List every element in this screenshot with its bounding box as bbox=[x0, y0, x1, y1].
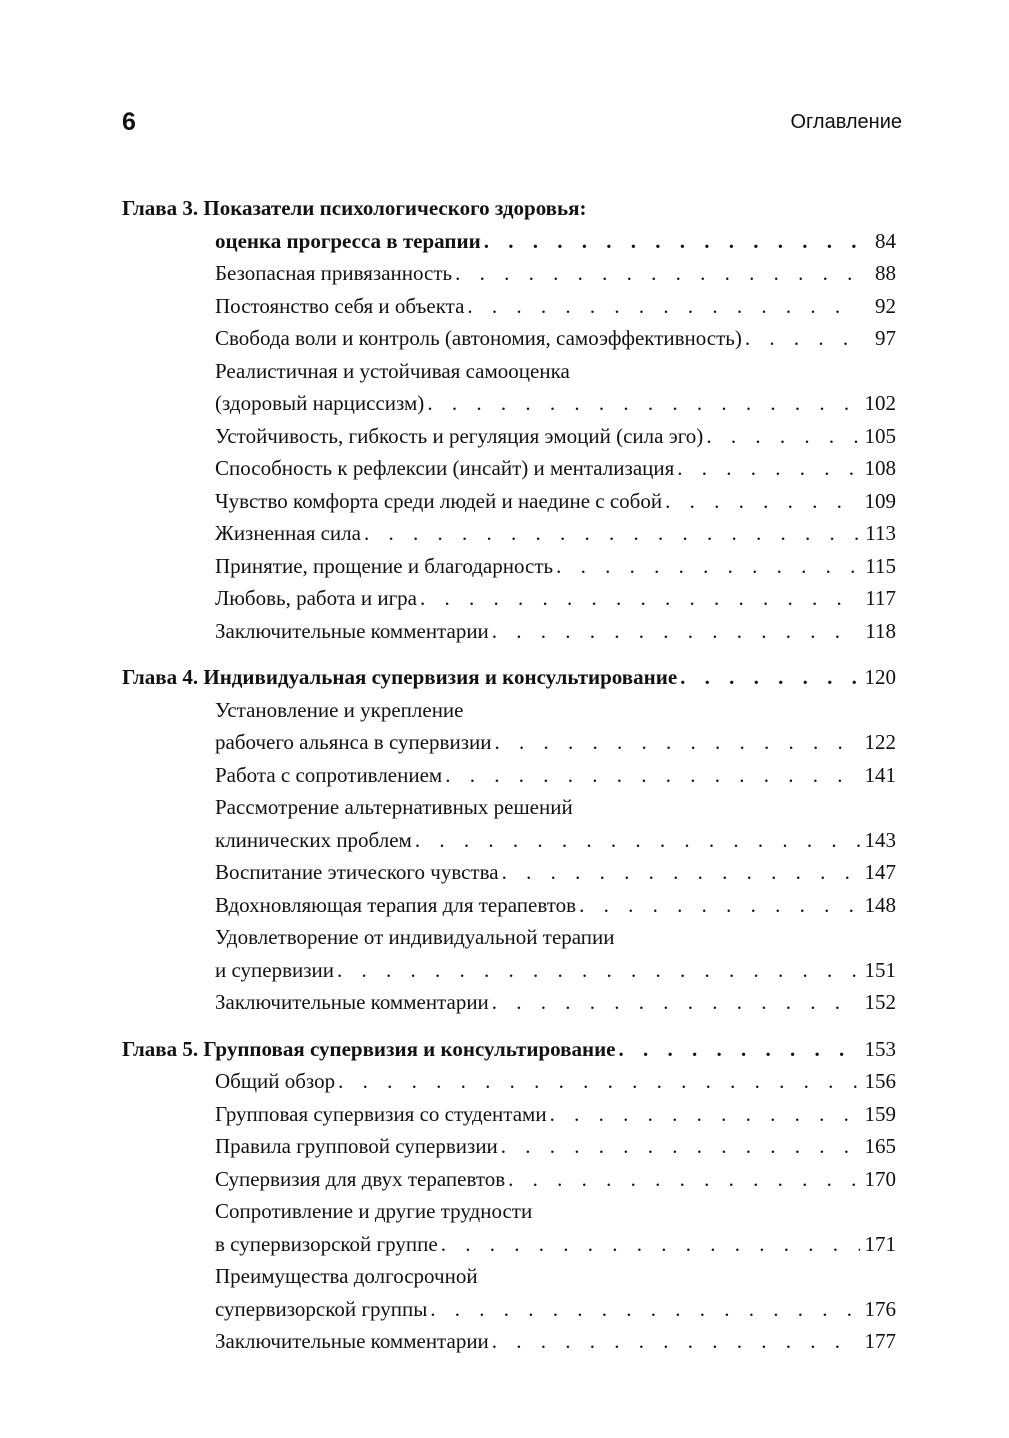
toc-entry-line bbox=[122, 1130, 896, 1163]
toc-chapter bbox=[122, 192, 896, 647]
page-number: 6 bbox=[122, 108, 136, 136]
section-title: Вдохновляющая терапия для терапевтов bbox=[215, 892, 577, 917]
toc-entry-line bbox=[122, 986, 896, 1019]
dot-leader bbox=[334, 954, 860, 987]
page-ref: 122 bbox=[864, 730, 896, 754]
dot-leader bbox=[489, 615, 860, 648]
dot-leader bbox=[424, 387, 860, 420]
page-ref: 152 bbox=[864, 990, 896, 1014]
dot-leader bbox=[335, 1065, 860, 1098]
chapter-prefix: Глава 3. bbox=[122, 196, 204, 220]
section-title: Свобода воли и контроль (автономия, самоэффективность) bbox=[215, 326, 742, 350]
toc-entry-line bbox=[122, 1098, 896, 1131]
page-ref: 115 bbox=[865, 553, 896, 578]
section-title: и супервизии bbox=[215, 957, 335, 982]
chapter-title bbox=[122, 1033, 616, 1066]
running-title: Оглавление bbox=[790, 111, 902, 133]
toc-entry-line bbox=[122, 550, 896, 583]
section-title: Устойчивость, гибкость и регуляция эмоций (сила эго) bbox=[215, 423, 704, 448]
page-ref: 97 bbox=[875, 326, 896, 350]
page-ref: 113 bbox=[865, 521, 896, 545]
chapter-heading-line bbox=[122, 661, 896, 694]
page-ref: 120 bbox=[864, 665, 896, 689]
chapter-heading-line bbox=[122, 192, 896, 225]
chapter-prefix: Глава 5. bbox=[122, 1036, 204, 1061]
toc-chapter bbox=[122, 661, 896, 1019]
dot-leader bbox=[576, 889, 860, 922]
toc-entry-line bbox=[122, 726, 896, 759]
section-title: (здоровый нарциссизм) bbox=[215, 391, 425, 415]
page-ref: 118 bbox=[865, 618, 896, 643]
page-ref: 177 bbox=[864, 1329, 896, 1353]
toc-entry-line bbox=[122, 759, 896, 792]
page-ref: 92 bbox=[875, 293, 896, 318]
page-ref: 117 bbox=[865, 586, 896, 610]
toc-entry-line bbox=[122, 1195, 896, 1228]
section-title: Заключительные комментарии bbox=[215, 990, 489, 1014]
toc-entry-line bbox=[122, 1228, 896, 1261]
dot-leader bbox=[489, 986, 860, 1019]
section-title: Заключительные комментарии bbox=[215, 1329, 489, 1353]
toc-entry-line bbox=[122, 420, 896, 453]
toc-entry-line bbox=[122, 954, 896, 987]
dot-leader bbox=[547, 1098, 860, 1131]
toc-entry-line bbox=[122, 856, 896, 889]
page-ref: 109 bbox=[864, 488, 896, 513]
toc-entry-line bbox=[122, 824, 896, 857]
section-title: Общий обзор bbox=[215, 1069, 336, 1093]
section-title: Правила групповой супервизии bbox=[215, 1134, 498, 1158]
dot-leader bbox=[489, 1325, 860, 1358]
dot-leader bbox=[412, 824, 860, 857]
toc-entry-line bbox=[122, 694, 896, 727]
dot-leader bbox=[442, 759, 860, 792]
section-title: Безопасная привязанность bbox=[215, 261, 453, 285]
page-ref: 170 bbox=[864, 1166, 896, 1191]
page-ref: 108 bbox=[864, 456, 896, 480]
section-title: Любовь, работа и игра bbox=[215, 586, 418, 610]
page-header bbox=[122, 108, 902, 142]
section-title: Постоянство себя и объекта bbox=[215, 293, 465, 318]
chapter-title bbox=[122, 225, 481, 258]
chapter-title-text: Показатели психологического здоровья: bbox=[203, 196, 587, 220]
section-title: в супервизорской группе bbox=[215, 1231, 438, 1256]
dot-leader bbox=[677, 661, 860, 694]
toc-entry-line bbox=[122, 791, 896, 824]
section-title: Способность к рефлексии (инсайт) и ментализация bbox=[215, 456, 675, 480]
page-ref: 88 bbox=[875, 261, 896, 285]
section-title: рабочего альянса в супервизии bbox=[215, 730, 492, 754]
dot-leader bbox=[438, 1228, 860, 1261]
chapter-title-text: оценка прогресса в терапии bbox=[215, 228, 481, 253]
section-title: Преимущества долгосрочной bbox=[215, 1264, 478, 1288]
section-title: Реалистичная и устойчивая самооценка bbox=[215, 358, 570, 383]
toc-entry-line bbox=[122, 517, 896, 550]
dot-leader bbox=[481, 225, 860, 258]
toc-entry-line bbox=[122, 452, 896, 485]
section-title: Чувство комфорта среди людей и наедине с собой bbox=[215, 488, 663, 513]
page-ref: 84 bbox=[875, 228, 896, 253]
section-title: Рассмотрение альтернативных решений bbox=[215, 795, 573, 819]
dot-leader bbox=[492, 726, 861, 759]
section-title: Заключительные комментарии bbox=[215, 618, 489, 643]
toc-entry-line bbox=[122, 387, 896, 420]
dot-leader bbox=[498, 1130, 860, 1163]
chapter-heading-line bbox=[122, 225, 896, 258]
page-ref: 171 bbox=[864, 1231, 896, 1256]
page-ref: 102 bbox=[864, 391, 896, 415]
page-ref: 105 bbox=[864, 423, 896, 448]
dot-leader bbox=[417, 582, 860, 615]
toc-entry-line bbox=[122, 290, 896, 323]
dot-leader bbox=[427, 1293, 860, 1326]
toc-entry-line bbox=[122, 615, 896, 648]
page-ref: 143 bbox=[864, 827, 896, 852]
page-ref: 153 bbox=[864, 1036, 896, 1061]
section-title: супервизорской группы bbox=[215, 1296, 428, 1321]
toc-entry-line bbox=[122, 355, 896, 388]
toc-entry-line bbox=[122, 1293, 896, 1326]
section-title: Установление и укрепление bbox=[215, 697, 464, 722]
section-title: Принятие, прощение и благодарность bbox=[215, 553, 554, 578]
section-title: клинических проблем bbox=[215, 827, 412, 852]
chapter-prefix: Глава 4. bbox=[122, 665, 204, 689]
chapter-title-text: Индивидуальная супервизия и консультирование bbox=[203, 665, 678, 689]
toc-chapter bbox=[122, 1033, 896, 1358]
dot-leader bbox=[499, 856, 860, 889]
chapter-title-text: Групповая супервизия и консультирование bbox=[203, 1036, 616, 1061]
dot-leader bbox=[703, 420, 860, 453]
chapter-title bbox=[122, 192, 586, 225]
table-of-contents bbox=[122, 192, 896, 1372]
page-ref: 147 bbox=[864, 860, 896, 884]
toc-entry-line bbox=[122, 889, 896, 922]
section-title: Групповая супервизия со студентами bbox=[215, 1101, 547, 1126]
dot-leader bbox=[452, 257, 860, 290]
section-title: Сопротивление и другие трудности bbox=[215, 1199, 533, 1223]
chapter-title bbox=[122, 661, 677, 694]
toc-entry-line bbox=[122, 1260, 896, 1293]
section-title: Работа с сопротивлением bbox=[215, 762, 443, 787]
page-ref: 165 bbox=[864, 1134, 896, 1158]
dot-leader bbox=[742, 322, 860, 355]
chapter-heading-line bbox=[122, 1033, 896, 1066]
toc-entry-line bbox=[122, 582, 896, 615]
toc-entry-line bbox=[122, 921, 896, 954]
toc-entry-line bbox=[122, 257, 896, 290]
dot-leader bbox=[674, 452, 860, 485]
dot-leader bbox=[616, 1033, 861, 1066]
dot-leader bbox=[662, 485, 860, 518]
section-title: Супервизия для двух терапевтов bbox=[215, 1166, 506, 1191]
page-ref: 176 bbox=[864, 1296, 896, 1321]
page-ref: 141 bbox=[864, 762, 896, 787]
dot-leader bbox=[553, 550, 860, 583]
dot-leader bbox=[361, 517, 860, 550]
section-title: Удовлетворение от индивидуальной терапии bbox=[215, 925, 615, 949]
toc-entry-line bbox=[122, 1065, 896, 1098]
section-title: Воспитание этического чувства bbox=[215, 860, 499, 884]
toc-entry-line bbox=[122, 485, 896, 518]
toc-entry-line bbox=[122, 1163, 896, 1196]
page-ref: 156 bbox=[864, 1069, 896, 1093]
page-ref: 159 bbox=[864, 1101, 896, 1126]
toc-entry-line bbox=[122, 1325, 896, 1358]
page-ref: 151 bbox=[864, 957, 896, 982]
dot-leader bbox=[464, 290, 860, 323]
dot-leader bbox=[505, 1163, 860, 1196]
page-ref: 148 bbox=[864, 892, 896, 917]
toc-entry-line bbox=[122, 322, 896, 355]
section-title: Жизненная сила bbox=[215, 521, 361, 545]
